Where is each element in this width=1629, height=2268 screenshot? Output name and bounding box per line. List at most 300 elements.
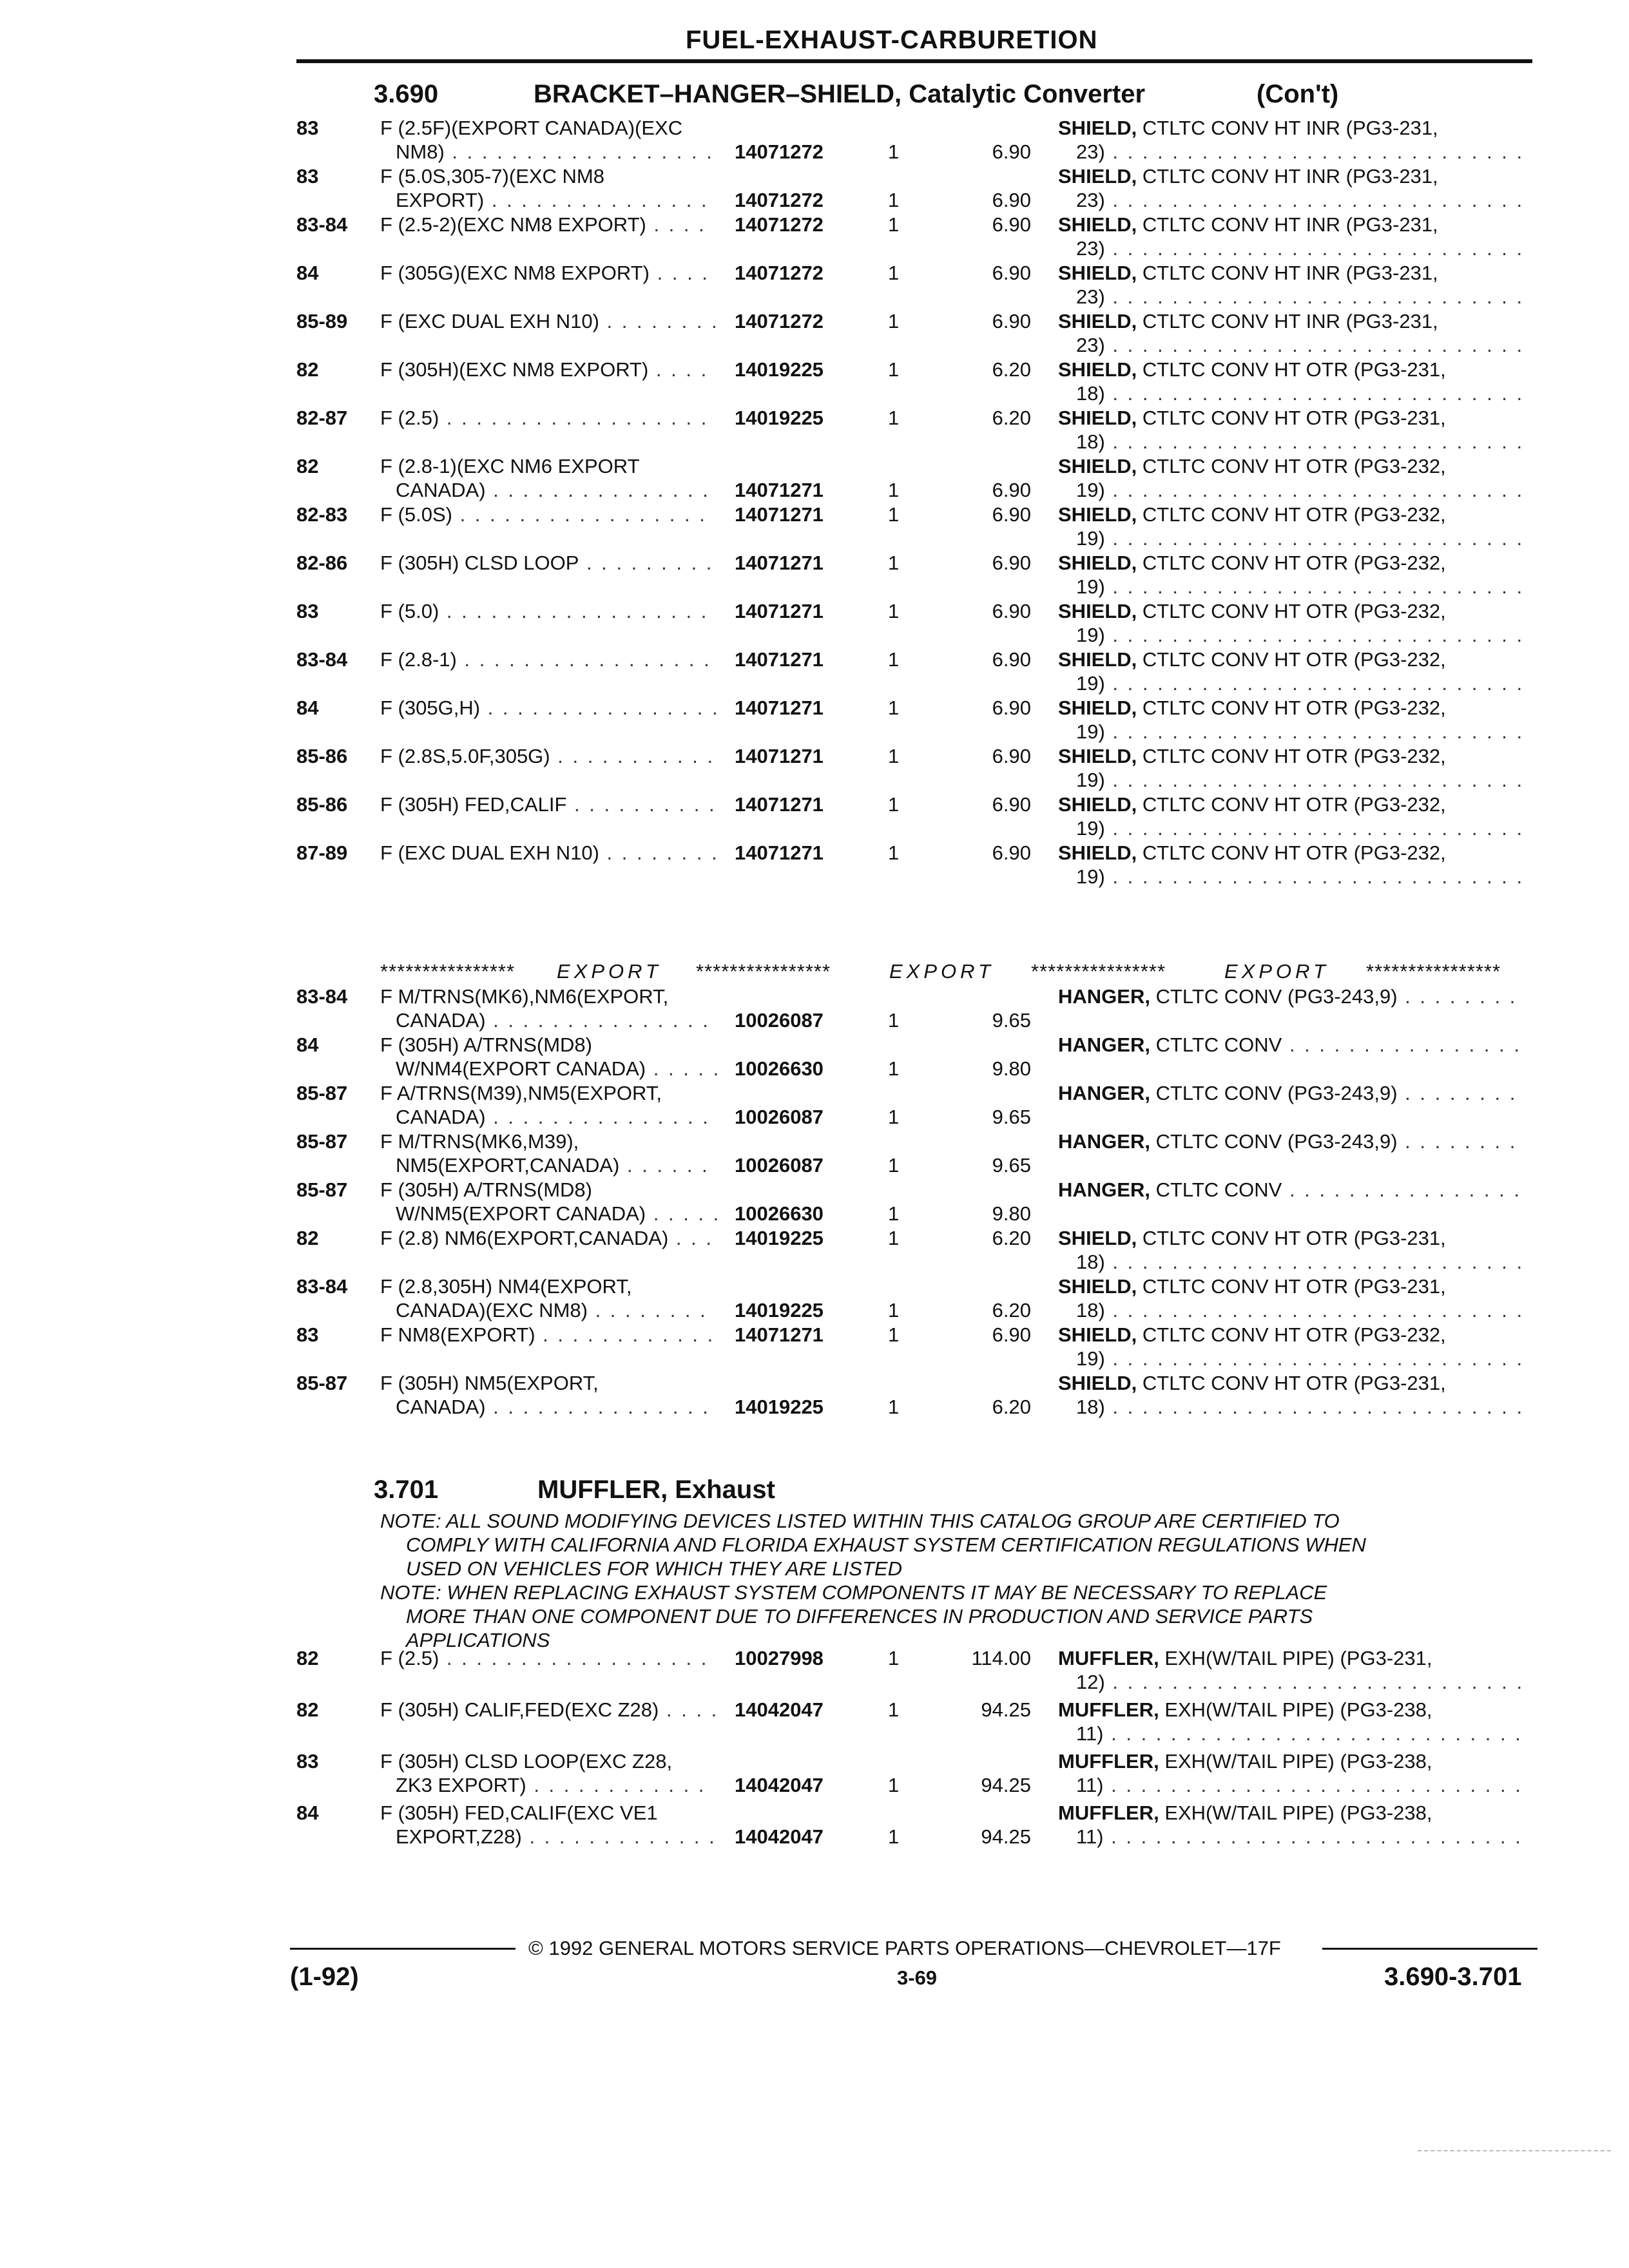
part-number: 14071272 <box>735 140 824 163</box>
footer-page-number: 3-69 <box>897 1966 938 1989</box>
part-name-keyword: SHIELD, <box>1058 1372 1137 1394</box>
model-year: 82 <box>296 1227 319 1249</box>
part-name-cont <box>1076 1347 1524 1370</box>
table-row <box>0 1033 1629 1082</box>
part-name-text: 23) <box>1076 140 1105 163</box>
dot-leader: . . . . . . . . . . . . . . . . . <box>452 503 707 526</box>
dot-leader: . . . . . . . . . . . . . . . . . . . . . . . . . . . . <box>1104 527 1525 550</box>
dot-leader: . . . . . . <box>619 1154 709 1177</box>
description-cont <box>396 478 710 502</box>
table-row <box>0 1323 1629 1372</box>
export-label: EXPORT <box>1224 960 1329 983</box>
description <box>380 309 719 333</box>
description-text: F (2.5F)(EXPORT CANADA)(EXC <box>380 117 683 139</box>
description <box>380 1749 672 1773</box>
dot-leader: . . . . . . . . . . . . . . . . . . . . . . . . . . . . <box>1104 720 1525 743</box>
part-name-text: 19) <box>1076 672 1105 695</box>
header-rule <box>296 59 1532 63</box>
part-name-keyword: SHIELD, <box>1058 600 1137 622</box>
export-stars: **************** <box>1366 960 1501 983</box>
part-name <box>1058 1129 1517 1153</box>
part-name-text: CTLTC CONV <box>1150 1178 1282 1201</box>
description <box>380 1178 592 1202</box>
part-number: 14071272 <box>735 213 824 236</box>
price: 94.25 <box>981 1698 1031 1721</box>
description <box>380 841 719 865</box>
description-text: F (305G,H) <box>380 697 481 719</box>
part-name-keyword: MUFFLER, <box>1058 1750 1159 1773</box>
part-name-cont <box>1076 623 1524 647</box>
description-text: F (305H)(EXC NM8 EXPORT) <box>380 358 649 381</box>
part-name-keyword: SHIELD, <box>1058 841 1137 864</box>
model-year: 83-84 <box>296 1275 348 1298</box>
quantity: 1 <box>888 1825 900 1848</box>
quantity: 1 <box>888 358 900 381</box>
part-number: 14042047 <box>735 1825 824 1848</box>
part-name-keyword: HANGER, <box>1058 1082 1150 1104</box>
table-row <box>0 213 1629 262</box>
part-name-keyword: SHIELD, <box>1058 213 1137 236</box>
table-row <box>0 1129 1629 1178</box>
part-name-cont <box>1076 526 1524 550</box>
part-name-text: CTLTC CONV HT OTR (PG3-232, <box>1137 697 1446 719</box>
description-text: F (5.0S,305-7)(EXC NM8 <box>380 165 604 187</box>
description-text: F (2.8) NM6(EXPORT,CANADA) <box>380 1227 669 1249</box>
export-stars: **************** <box>380 960 516 983</box>
part-name-text: CTLTC CONV HT OTR (PG3-232, <box>1137 503 1446 526</box>
description-cont <box>396 1153 709 1177</box>
description <box>380 1801 658 1825</box>
description <box>380 1226 713 1250</box>
part-number: 14071272 <box>735 310 824 332</box>
part-name-text: EXH(W/TAIL PIPE) (PG3-231, <box>1159 1647 1432 1669</box>
description-cont <box>396 1773 706 1797</box>
part-number: 14071271 <box>735 1323 824 1346</box>
description-text: EXPORT) <box>396 189 485 211</box>
dot-leader: . . . . . . . . <box>599 841 719 864</box>
part-name-text: CTLTC CONV HT INR (PG3-231, <box>1137 262 1438 284</box>
description <box>380 406 708 430</box>
description-text: CANADA) <box>396 479 486 501</box>
price: 9.65 <box>992 1106 1031 1128</box>
table-row <box>0 599 1629 648</box>
table-row <box>0 1226 1629 1275</box>
dot-leader: . . . . . . . . . . . . . . . . . . . . . . . . . . . . <box>1104 1671 1525 1693</box>
description <box>380 454 640 478</box>
model-year: 83 <box>296 1323 319 1346</box>
description <box>380 1646 708 1670</box>
part-name-cont <box>1076 575 1524 599</box>
price: 6.90 <box>992 600 1031 622</box>
model-year: 82 <box>296 1647 319 1669</box>
description-text: F M/TRNS(MK6),NM6(EXPORT, <box>380 985 669 1008</box>
part-name-text: 18) <box>1076 430 1105 453</box>
table-row <box>0 454 1629 503</box>
part-name <box>1058 1274 1446 1298</box>
part-name-cont <box>1076 1395 1524 1419</box>
part-name-text: CTLTC CONV HT INR (PG3-231, <box>1137 165 1438 187</box>
model-year: 84 <box>296 697 319 719</box>
part-name-text: 19) <box>1076 865 1105 888</box>
quantity: 1 <box>888 262 900 284</box>
description-cont <box>396 1298 708 1322</box>
description <box>380 696 720 720</box>
quantity: 1 <box>888 140 900 163</box>
part-number: 10026087 <box>735 1154 824 1177</box>
part-name-keyword: SHIELD, <box>1058 503 1137 526</box>
table-row <box>0 116 1629 165</box>
part-name <box>1058 1698 1432 1722</box>
part-name-cont <box>1076 1670 1524 1694</box>
part-name-text: CTLTC CONV HT OTR (PG3-232, <box>1137 841 1446 864</box>
part-name-text: CTLTC CONV HT OTR (PG3-232, <box>1137 1323 1446 1346</box>
part-name <box>1058 406 1446 430</box>
description-text: F (2.8-1) <box>380 648 457 671</box>
description <box>380 985 668 1008</box>
table-row <box>0 551 1629 600</box>
quantity: 1 <box>888 648 900 671</box>
part-number: 14042047 <box>735 1774 824 1796</box>
part-name-text: 11) <box>1076 1825 1104 1848</box>
part-name-text: CTLTC CONV (PG3-243,9) <box>1150 1130 1398 1153</box>
export-label: EXPORT <box>889 960 994 983</box>
part-name-keyword: SHIELD, <box>1058 745 1137 767</box>
model-year: 87-89 <box>296 841 348 864</box>
table-row <box>0 309 1629 358</box>
part-name-text: 12) <box>1076 1671 1105 1693</box>
model-year: 82 <box>296 455 319 477</box>
footer-section-range: 3.690-3.701 <box>1384 1963 1522 1991</box>
part-name-text: EXH(W/TAIL PIPE) (PG3-238, <box>1159 1698 1432 1721</box>
part-name-keyword: SHIELD, <box>1058 1275 1137 1298</box>
description-text: F (305H) CALIF,FED(EXC Z28) <box>380 1698 659 1721</box>
part-name-text: EXH(W/TAIL PIPE) (PG3-238, <box>1159 1802 1432 1824</box>
note-line: NOTE: WHEN REPLACING EXHAUST SYSTEM COMPONENTS IT MAY BE NECESSARY TO REPLACE <box>380 1581 1327 1604</box>
part-name <box>1058 1371 1446 1395</box>
part-number: 10026630 <box>735 1057 824 1080</box>
running-head: FUEL-EXHAUST-CARBURETION <box>686 26 1098 54</box>
description-text: ZK3 EXPORT) <box>396 1774 526 1796</box>
part-name-keyword: SHIELD, <box>1058 552 1137 574</box>
dot-leader: . . . . . . . . . . . . . . . . . . . . . . . . . . . . <box>1104 382 1525 405</box>
part-name-cont <box>1076 333 1524 357</box>
model-year: 82-83 <box>296 503 348 526</box>
table-row <box>0 1801 1629 1850</box>
part-name-cont <box>1076 720 1524 744</box>
part-number: 14071271 <box>735 697 824 719</box>
export-stars: **************** <box>696 960 831 983</box>
table-row <box>0 1081 1629 1130</box>
quantity: 1 <box>888 1227 900 1249</box>
price: 6.90 <box>992 793 1031 816</box>
price: 94.25 <box>981 1774 1031 1796</box>
table-row <box>0 406 1629 455</box>
description <box>380 1274 631 1298</box>
description <box>380 744 715 768</box>
dot-leader: . . . . <box>646 213 706 236</box>
description-cont <box>396 140 714 164</box>
description <box>380 503 707 526</box>
part-name-text: CTLTC CONV HT OTR (PG3-231, <box>1137 1227 1446 1249</box>
dot-leader: . . . . . . . . . . . . . . . . <box>1282 1033 1521 1056</box>
description-cont <box>396 1105 710 1129</box>
part-name <box>1058 454 1446 478</box>
part-name-text: 23) <box>1076 237 1105 260</box>
price: 9.80 <box>992 1057 1031 1080</box>
model-year: 85-87 <box>296 1082 348 1104</box>
description-text: F (305H) CLSD LOOP(EXC Z28, <box>380 1750 673 1773</box>
part-name-cont <box>1076 671 1524 695</box>
model-year: 85-89 <box>296 310 348 332</box>
part-name-keyword: SHIELD, <box>1058 165 1137 187</box>
table-row <box>0 1274 1629 1323</box>
description <box>380 793 717 816</box>
part-name <box>1058 309 1438 333</box>
table-row <box>0 744 1629 793</box>
price: 6.90 <box>992 1323 1031 1346</box>
quantity: 1 <box>888 1106 900 1128</box>
dot-leader: . . . . . . . . . . . . . <box>521 1825 717 1848</box>
part-number: 14042047 <box>735 1698 824 1721</box>
part-name <box>1058 1081 1517 1105</box>
quantity: 1 <box>888 310 900 332</box>
part-name-text: 19) <box>1076 624 1105 646</box>
price: 6.90 <box>992 841 1031 864</box>
table-row <box>0 1646 1629 1695</box>
part-name-cont <box>1076 816 1524 840</box>
part-name <box>1058 696 1446 720</box>
description-text: CANADA) <box>396 1009 486 1032</box>
part-number: 14071272 <box>735 189 824 211</box>
part-name-cont <box>1076 140 1524 164</box>
part-name <box>1058 261 1438 285</box>
part-number: 14019225 <box>735 1396 824 1418</box>
part-number: 14019225 <box>735 407 824 429</box>
part-name-keyword: HANGER, <box>1058 1130 1150 1153</box>
part-number: 14071271 <box>735 745 824 767</box>
description-text: F (EXC DUAL EXH N10) <box>380 310 599 332</box>
part-number: 14019225 <box>735 1299 824 1321</box>
dot-leader: . . . . <box>648 358 709 381</box>
part-name-text: CTLTC CONV (PG3-243,9) <box>1150 1082 1398 1104</box>
part-name-keyword: HANGER, <box>1058 985 1150 1008</box>
part-name <box>1058 1749 1432 1773</box>
dot-leader: . . . . . . . . . . . . . . . . . . <box>439 1647 709 1669</box>
description-text: F (2.8S,5.0F,305G) <box>380 745 550 767</box>
quantity: 1 <box>888 1396 900 1418</box>
dot-leader: . . . . . . . . . . . . . . . . . . . . . . . . . . . . <box>1104 189 1525 211</box>
part-name-text: CTLTC CONV HT OTR (PG3-231, <box>1137 358 1446 381</box>
quantity: 1 <box>888 1057 900 1080</box>
model-year: 84 <box>296 262 319 284</box>
part-name-text: CTLTC CONV HT OTR (PG3-231, <box>1137 1275 1446 1298</box>
part-name-text: 23) <box>1076 189 1105 211</box>
quantity: 1 <box>888 1698 900 1721</box>
part-name-text: 19) <box>1076 479 1105 501</box>
description <box>380 551 713 575</box>
price: 6.90 <box>992 213 1031 236</box>
part-name-keyword: SHIELD, <box>1058 648 1137 671</box>
price: 6.90 <box>992 697 1031 719</box>
quantity: 1 <box>888 745 900 767</box>
part-name-cont <box>1076 1722 1523 1745</box>
model-year: 82-86 <box>296 552 348 574</box>
part-name-text: 18) <box>1076 1299 1105 1321</box>
description-cont <box>396 1202 720 1225</box>
part-name-cont <box>1076 236 1524 260</box>
description <box>380 1323 715 1347</box>
part-number: 14019225 <box>735 358 824 381</box>
description-text: F (2.5-2)(EXC NM8 EXPORT) <box>380 213 646 236</box>
table-row <box>0 1749 1629 1798</box>
part-name-cont <box>1076 1825 1523 1849</box>
part-name-text: CTLTC CONV HT INR (PG3-231, <box>1137 310 1438 332</box>
table-row <box>0 696 1629 745</box>
part-name <box>1058 1033 1521 1057</box>
table-row <box>0 985 1629 1033</box>
description-text: NM5(EXPORT,CANADA) <box>396 1154 620 1177</box>
part-name-keyword: SHIELD, <box>1058 407 1137 429</box>
description-text: F (305H) NM5(EXPORT, <box>380 1372 599 1394</box>
part-name-keyword: SHIELD, <box>1058 1323 1137 1346</box>
part-name <box>1058 841 1446 865</box>
section-continued: (Con't) <box>1257 80 1339 108</box>
dot-leader: . . . . . . . . . . . . . . . . . . . . . . . . . . . . <box>1104 430 1525 453</box>
note-sound-devices <box>380 1509 1540 1581</box>
export-label: EXPORT <box>557 960 662 983</box>
part-name-text: 19) <box>1076 720 1105 743</box>
description-text: F (2.8,305H) NM4(EXPORT, <box>380 1275 632 1298</box>
dot-leader: . . . . . . . . . . . . . . . . . . <box>439 600 709 622</box>
description <box>380 261 709 285</box>
dot-leader: . . . . . . . . . . . . . . . . . . . . . . . . . . . . <box>1104 672 1525 695</box>
price: 114.00 <box>971 1647 1031 1669</box>
part-name-keyword: SHIELD, <box>1058 310 1137 332</box>
model-year: 84 <box>296 1802 319 1824</box>
dot-leader: . . . . . . . . . . . . . . . . <box>480 697 720 719</box>
table-row <box>0 261 1629 310</box>
part-name-keyword: SHIELD, <box>1058 262 1137 284</box>
description <box>380 599 708 623</box>
dot-leader: . . . . . . . . . . . . . . . . <box>1282 1178 1521 1201</box>
dot-leader: . . . . . . . . . . . . . . . . . . . . . . . . . . . . <box>1103 1774 1523 1796</box>
description-text: W/NM5(EXPORT CANADA) <box>396 1202 646 1225</box>
part-name-cont <box>1076 865 1524 889</box>
note-replacing-components <box>380 1581 1540 1652</box>
part-name-text: CTLTC CONV HT OTR (PG3-232, <box>1137 745 1446 767</box>
model-year: 83-84 <box>296 648 348 671</box>
part-name-keyword: MUFFLER, <box>1058 1647 1159 1669</box>
part-name-text: CTLTC CONV HT OTR (PG3-231, <box>1137 407 1446 429</box>
part-name-cont <box>1076 1250 1524 1274</box>
model-year: 85-87 <box>296 1372 348 1394</box>
section-title: BRACKET–HANGER–SHIELD, Catalytic Converter <box>534 80 1146 108</box>
quantity: 1 <box>888 1009 900 1032</box>
part-number: 14019225 <box>735 1227 824 1249</box>
part-name-text: 18) <box>1076 1251 1105 1273</box>
part-number: 14071272 <box>735 262 824 284</box>
quantity: 1 <box>888 1323 900 1346</box>
part-name-text: CTLTC CONV <box>1150 1033 1282 1056</box>
dot-leader: . . . . . . . . . . . . <box>526 1774 706 1796</box>
table-row <box>0 648 1629 697</box>
price: 6.20 <box>992 1299 1031 1321</box>
model-year: 84 <box>296 1033 319 1056</box>
dot-leader: . . . . . . . . . . . . . . . . . . . . . . . . . . . . <box>1104 140 1525 163</box>
description-text: F (305H) CLSD LOOP <box>380 552 579 574</box>
table-row <box>0 793 1629 841</box>
dot-leader: . . . . . . . . <box>1397 1082 1518 1104</box>
price: 6.90 <box>992 310 1031 332</box>
model-year: 83 <box>296 165 319 187</box>
quantity: 1 <box>888 552 900 574</box>
model-year: 83 <box>296 600 319 622</box>
part-number: 14071271 <box>735 503 824 526</box>
dot-leader: . . . . . . . . . . . . . . . . . . . . . . . . . . . . <box>1104 817 1525 840</box>
description-cont <box>396 1395 710 1419</box>
quantity: 1 <box>888 479 900 501</box>
part-name-cont <box>1076 478 1524 502</box>
quantity: 1 <box>888 1154 900 1177</box>
part-name-text: CTLTC CONV HT OTR (PG3-232, <box>1137 793 1446 816</box>
dot-leader: . . . . . . . . . . . . . . . <box>485 1009 710 1032</box>
price: 6.90 <box>992 503 1031 526</box>
footer-rule <box>290 1948 516 1950</box>
price: 9.65 <box>992 1009 1031 1032</box>
dot-leader: . . . . . . . . . . . . . . . . . <box>456 648 711 671</box>
part-name <box>1058 213 1438 236</box>
quantity: 1 <box>888 1299 900 1321</box>
part-number: 14071271 <box>735 479 824 501</box>
price: 94.25 <box>981 1825 1031 1848</box>
dot-leader: . . . . . . . . . . . . . . . . . . . . . . . . . . . . <box>1104 1396 1525 1418</box>
quantity: 1 <box>888 1202 900 1225</box>
price: 9.65 <box>992 1154 1031 1177</box>
description <box>380 1129 579 1153</box>
description-cont <box>396 1057 720 1081</box>
quantity: 1 <box>888 1774 900 1796</box>
description-text: F A/TRNS(M39),NM5(EXPORT, <box>380 1082 662 1104</box>
price: 6.90 <box>992 262 1031 284</box>
price: 6.90 <box>992 479 1031 501</box>
description <box>380 164 604 188</box>
part-name-text: 19) <box>1076 527 1105 550</box>
description-text: F (305G)(EXC NM8 EXPORT) <box>380 262 650 284</box>
description <box>380 1033 592 1057</box>
footer-revision: (1-92) <box>290 1963 359 1991</box>
part-name-text: CTLTC CONV HT OTR (PG3-231, <box>1137 1372 1446 1394</box>
description-text: CANADA) <box>396 1396 486 1418</box>
dot-leader: . . . . . . . . . . . . . . . <box>484 189 709 211</box>
part-name-text: 18) <box>1076 382 1105 405</box>
quantity: 1 <box>888 600 900 622</box>
dot-leader: . . . . . <box>646 1202 721 1225</box>
dot-leader: . . . . . . . . . <box>579 552 714 574</box>
dot-leader: . . . . . . . . . . . . . . . <box>485 1396 710 1418</box>
part-name-text: CTLTC CONV HT INR (PG3-231, <box>1137 213 1438 236</box>
dot-leader: . . . . . <box>646 1057 721 1080</box>
dot-leader: . . . . <box>650 262 709 284</box>
part-number: 14071271 <box>735 793 824 816</box>
part-name <box>1058 985 1517 1008</box>
model-year: 85-86 <box>296 793 348 816</box>
part-name <box>1058 116 1438 140</box>
model-year: 82 <box>296 358 319 381</box>
description-text: F M/TRNS(MK6,M39), <box>380 1130 579 1153</box>
part-name-text: 19) <box>1076 817 1105 840</box>
part-name-cont <box>1076 188 1524 212</box>
part-name <box>1058 1226 1446 1250</box>
